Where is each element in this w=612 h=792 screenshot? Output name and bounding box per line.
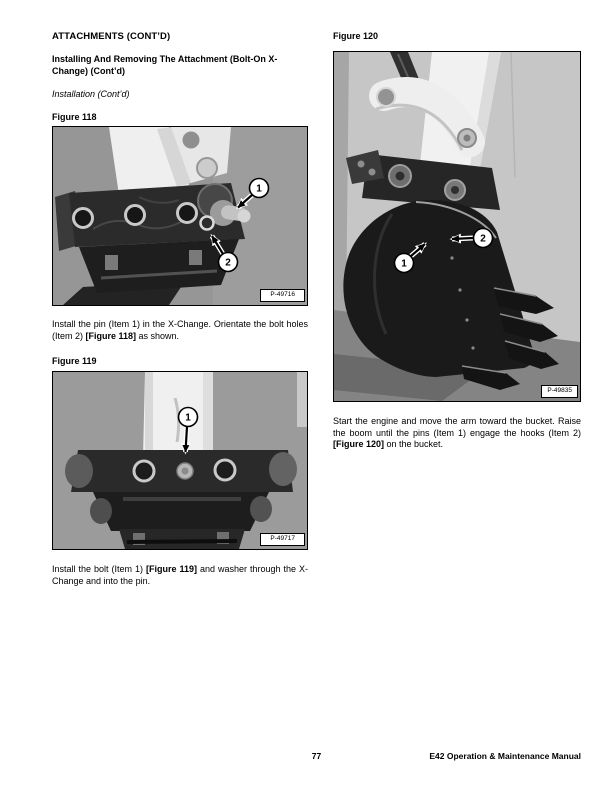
bucket-rivet [471,346,474,349]
photo-id-label: P-49717 [260,533,305,547]
attachment-bolt-center [451,186,459,194]
paragraph-text: Start the engine and move the arm toward the bucket. Raise the boom until the pins (Item 1) engage the hooks (Item 2) [333,416,581,438]
bucket-rivet [465,318,468,321]
callout-1 [250,179,269,198]
page-number: 77 [311,751,322,761]
figure-118-photo [52,126,308,306]
photo-id-label: P-49716 [260,289,305,303]
callout-2 [219,253,238,272]
paragraph-figure-119 [52,564,308,587]
plate-hole [134,461,154,481]
flange-joint [197,158,217,178]
wedge-boss [250,496,272,522]
section-heading: ATTACHMENTS (CONT’D) [52,31,171,42]
subsection-heading: Installing And Removing The Attachment (Bolt-On X-Change) (Cont’d) [52,54,278,76]
figure-120-photo [333,51,581,402]
bracket-tab [105,255,118,270]
attachment-bolt-center [396,172,405,181]
center-bolt-head [182,468,189,475]
bucket-rivet [458,288,461,291]
paragraph-text: Install the bolt (Item 1) [52,564,146,574]
plate-hole [126,206,145,225]
figure-119-illustration [53,372,307,549]
procedure-heading: Installation (Cont’d) [52,89,130,99]
callout-1-number: 1 [256,183,262,195]
figure-118-label: Figure 118 [52,112,97,122]
figure-reference: [Figure 119] [145,564,197,574]
left-column [52,31,308,587]
boom-arm-shade [203,372,213,458]
callout-arrow-1 [186,427,188,453]
bolt-hole [201,217,214,230]
paragraph-figure-120 [333,416,581,451]
figure-120-label: Figure 120 [333,31,379,41]
flange-hole [183,132,200,149]
paragraph-text: as shown. [136,330,180,341]
ear-hole [358,161,365,168]
plate-boss-left [65,454,93,488]
wedge-boss [90,498,112,524]
plate-hole [74,209,93,228]
link-pin-center [464,135,471,142]
paragraph-text: and washer through the X-Change and into the pin. [52,564,309,586]
figure-reference: [Figure 118] [85,330,137,341]
figure-118-illustration [53,127,307,305]
lower-bracket [79,239,239,293]
callout-2-number: 2 [225,257,231,269]
photo-background-highlight [297,372,307,427]
figure-119-label: Figure 119 [52,356,97,366]
page-footer [52,751,581,763]
paragraph-figure-118 [52,319,308,342]
paragraph-text: Install the pin (Item 1) in the X-Change. Orientate the bolt holes (Item 2) [52,319,308,341]
paragraph-text: on the bucket. [384,439,444,449]
link-pivot-hole [377,88,395,106]
ear-hole [369,169,376,176]
callout-2-number: 2 [480,233,486,245]
manual-title: E42 Operation & Maintenance Manual [429,751,581,761]
boom-arm-shade [145,372,153,458]
plate-boss-right [269,452,297,486]
callout-1-number: 1 [401,258,407,270]
right-column [333,31,581,451]
figure-reference: [Figure 120] [333,439,385,449]
callout-arrow-2 [452,238,473,239]
plate-hole [178,204,197,223]
callout-1 [395,254,414,273]
bucket-rivet [450,256,453,259]
plate-hole [215,460,235,480]
callout-1-number: 1 [185,412,191,424]
pin-tip [238,210,251,223]
photo-id-label: P-49835 [541,385,578,399]
figure-119-photo [52,371,308,550]
figure-120-illustration [334,52,580,401]
base-groove [127,541,237,542]
callout-2 [474,229,493,248]
bracket-tab [189,250,202,265]
callout-1 [179,408,198,427]
